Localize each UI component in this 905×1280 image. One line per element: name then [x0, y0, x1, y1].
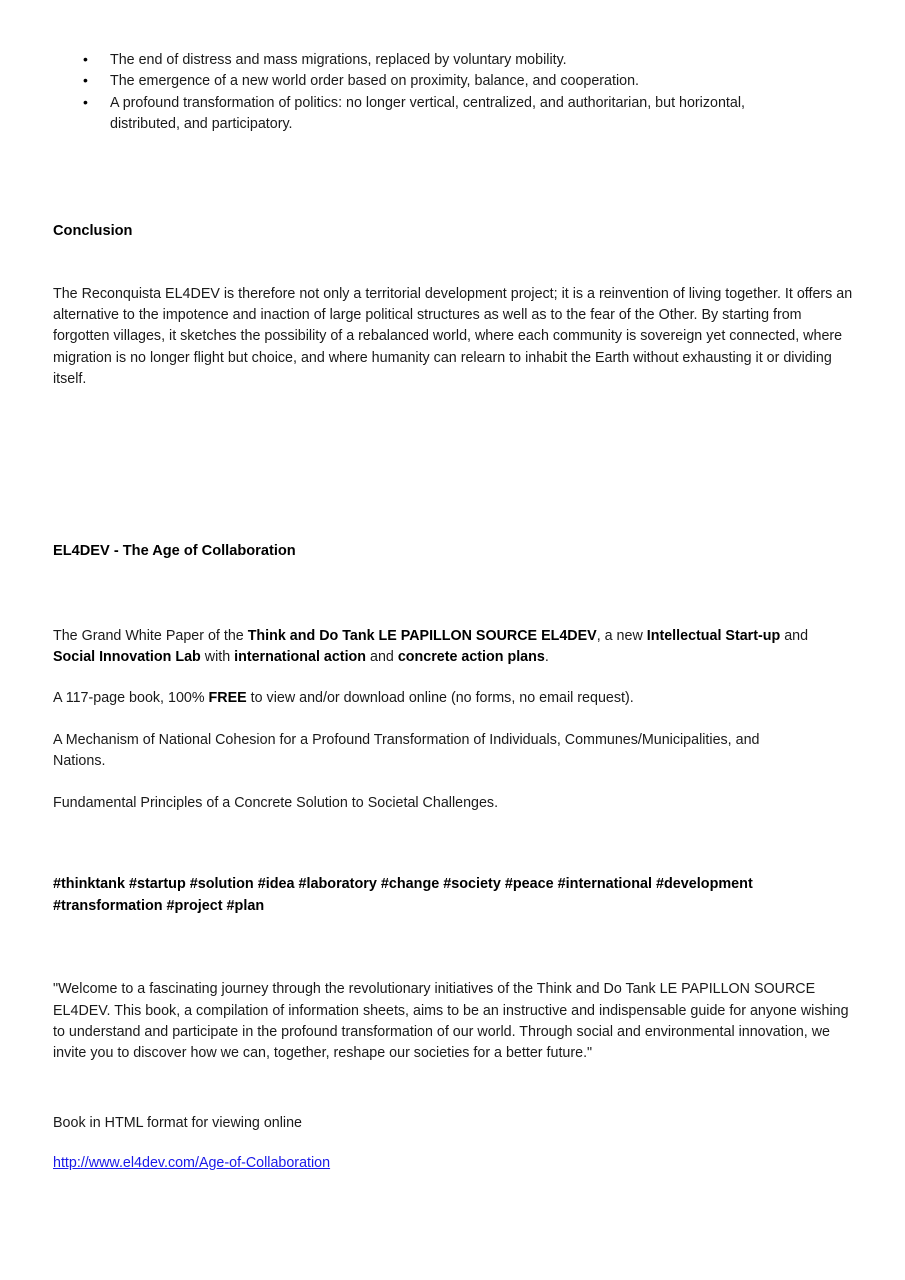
- spacer: [53, 136, 853, 221]
- welcome-quote-paragraph: "Welcome to a fascinating journey through the revolutionary initiatives of the Think and Do Tank LE PAPILLON SOURCE EL4DEV. This book, a compilation of information sheets, aims to be an instructive and indispensable guide for anyone wishing to understand and participate in the profound transformation of our world. Through social and environmental innovation, we invite you to discover how we can, together, reshape our societies for a better future.": [53, 981, 849, 1062]
- wp-text-5: and: [366, 649, 398, 666]
- wp-text-1: The Grand White Paper of the: [53, 627, 248, 644]
- bf-text-1: A 117-page book, 100%: [53, 690, 209, 707]
- spacer: [53, 668, 853, 688]
- conclusion-heading: Conclusion: [53, 222, 133, 239]
- list-item: • A profound transformation of politics: no longer vertical, centralized, and authoritarian, but horizontal, distributed, and participatory.: [53, 93, 793, 136]
- hashtag-list: #thinktank #startup #solution #idea #laboratory #change #society #peace #international #development #transformation #project #plan: [53, 876, 753, 914]
- principles-paragraph: Fundamental Principles of a Concrete Solution to Societal Challenges.: [53, 794, 499, 811]
- list-item: • The end of distress and mass migrations, replaced by voluntary mobility.: [53, 50, 793, 71]
- outcomes-bullet-list: [53, 50, 793, 136]
- spacer: [53, 1134, 853, 1153]
- wp-text-4: with: [200, 649, 235, 666]
- bf-text-2: to view and/or download online (no forms, no email request).: [246, 690, 634, 707]
- book-html-label: Book in HTML format for viewing online: [53, 1114, 302, 1131]
- book-free-paragraph: [53, 688, 853, 709]
- spacer: [53, 391, 853, 541]
- wp-bold-international-action: international action: [234, 649, 367, 666]
- mechanism-paragraph: A Mechanism of National Cohesion for a Profound Transformation of Individuals, Communes/Municipalities, and Nations.: [53, 731, 760, 770]
- bf-bold-free: FREE: [208, 690, 247, 707]
- spacer: [53, 773, 853, 793]
- conclusion-paragraph: The Reconquista EL4DEV is therefore not only a territorial development project; it is a reinvention of living together. It offers an alternative to the impotence and inaction of large political structures as well as to the fear of the Other. By starting from forgotten villages, it sketches the possibility of a rebalanced world, where each community is sovereign yet connected, where migration is no longer flight but choice, and where humanity can relearn to inhabit the Earth without exhausting it or dividing itself.: [53, 285, 853, 388]
- white-paper-paragraph: [53, 626, 853, 669]
- wp-bold-lab: Social Innovation Lab: [53, 649, 201, 666]
- wp-bold-action-plans: concrete action plans: [397, 649, 545, 666]
- book-online-link[interactable]: http://www.el4dev.com/Age-of-Collaboration: [53, 1155, 331, 1172]
- wp-text-6: .: [544, 649, 549, 666]
- document-content: [53, 50, 853, 1175]
- section-title: EL4DEV - The Age of Collaboration: [53, 542, 296, 559]
- spacer: [53, 561, 853, 626]
- list-item: • The emergence of a new world order based on proximity, balance, and cooperation.: [53, 71, 793, 92]
- spacer: [53, 814, 853, 874]
- spacer: [53, 917, 853, 979]
- spacer: [53, 241, 853, 284]
- spacer: [53, 710, 853, 730]
- spacer: [53, 1065, 853, 1113]
- wp-text-2: , a new: [596, 627, 647, 644]
- wp-bold-thinktank: Think and Do Tank LE PAPILLON SOURCE EL4DEV: [247, 627, 597, 644]
- wp-bold-startup: Intellectual Start-up: [646, 627, 781, 644]
- wp-text-3: and: [780, 627, 809, 644]
